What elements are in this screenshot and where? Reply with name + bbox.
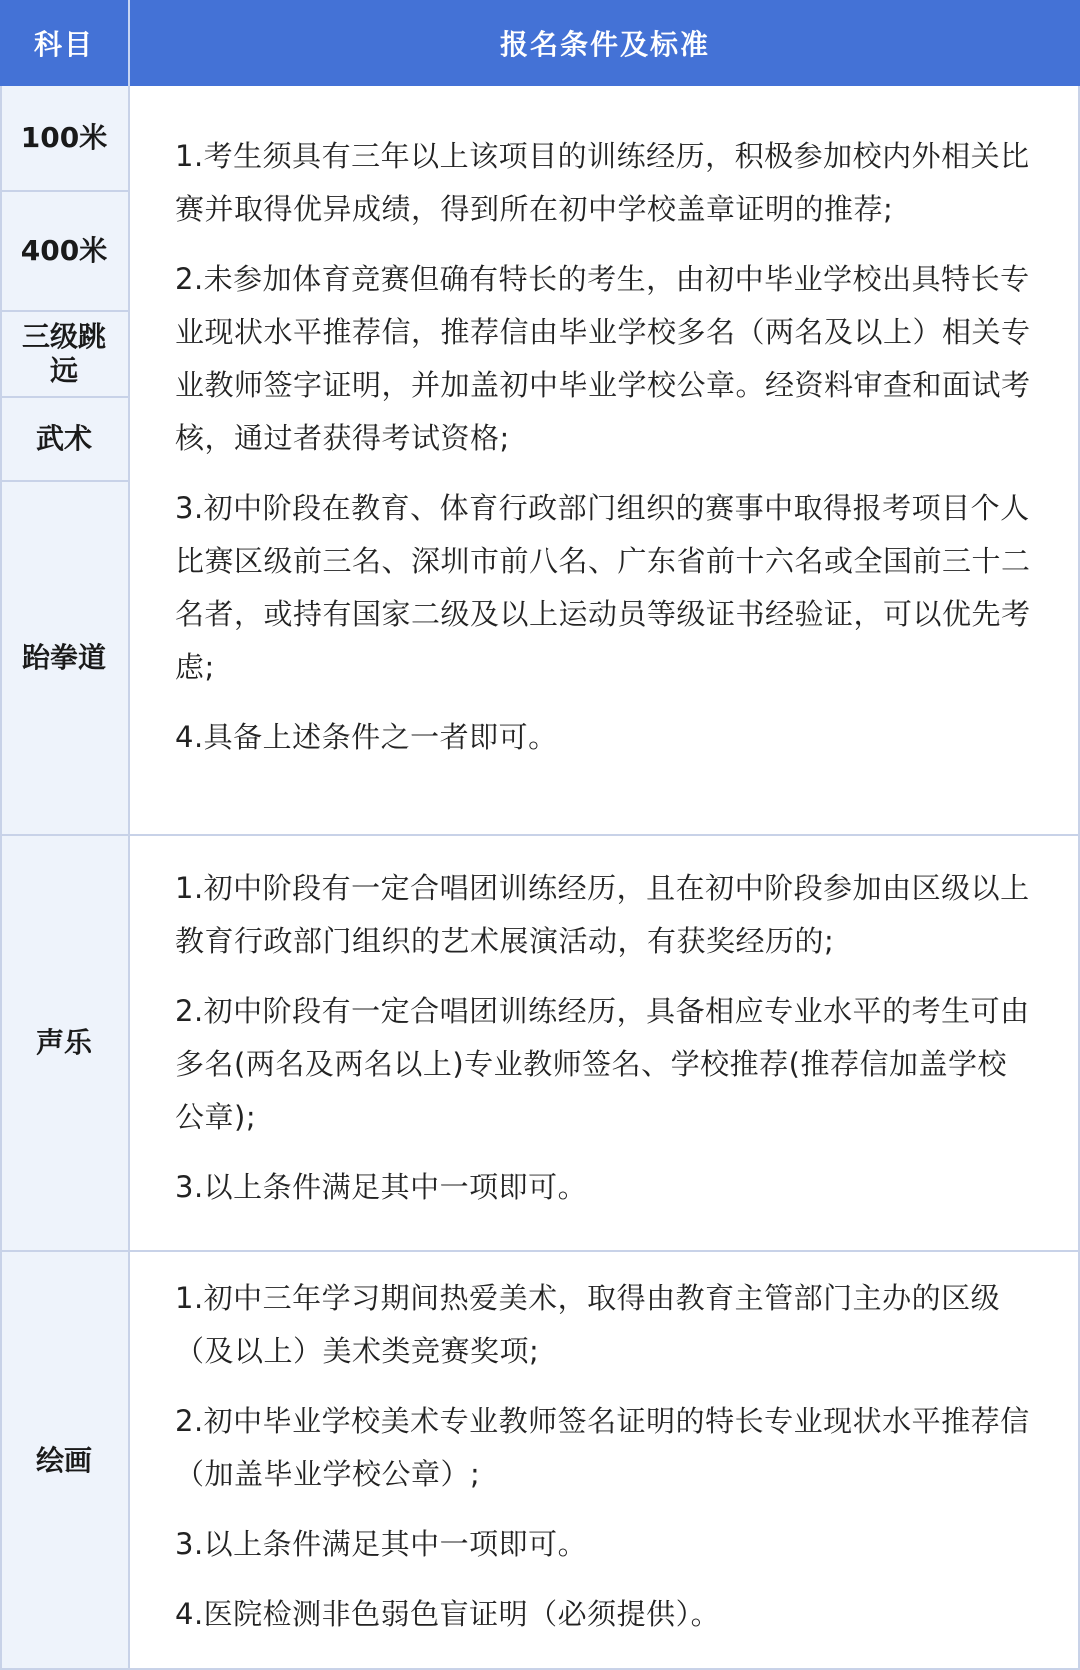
border-column-divider (128, 86, 130, 1670)
subject-painting: 绘画 (35, 1444, 92, 1477)
header-criteria: 报名条件及标准 (499, 28, 710, 61)
criteria-item: 1.初中三年学习期间热爱美术，取得由教育主管部门主办的区级（及以上）美术类竞赛奖项; (175, 1281, 1001, 1368)
criteria-item: 2.未参加体育竞赛但确有特长的考生，由初中毕业学校出具特长专业现状水平推荐信，推荐信由毕业学校多名（两名及以上）相关专业教师签字证明，并加盖初中毕业学校公章。经资料审查和面试考核，通过者获得考试资格; (175, 262, 1031, 455)
subject-wushu: 武术 (35, 422, 92, 455)
subject-taekwondo: 跆拳道 (21, 641, 106, 674)
subject-400m: 400米 (20, 234, 108, 267)
table-header (0, 0, 1080, 86)
subject-vocal: 声乐 (35, 1026, 92, 1059)
criteria-item: 3.初中阶段在教育、体育行政部门组织的赛事中取得报考项目个人比赛区级前三名、深圳市前八名、广东省前十六名或全国前三十二名者，或持有国家二级及以上运动员等级证书经验证，可以优先考虑; (175, 491, 1031, 684)
header-subject: 科目 (33, 28, 94, 61)
sport-criteria (175, 130, 1035, 781)
section-divider (0, 834, 1080, 836)
criteria-item: 4.医院检测非色弱色盲证明（必须提供）。 (175, 1597, 721, 1631)
criteria-item: 3.以上条件满足其中一项即可。 (175, 1170, 588, 1204)
section-divider (0, 1250, 1080, 1252)
criteria-item: 4.具备上述条件之一者即可。 (175, 720, 558, 754)
criteria-item: 2.初中阶段有一定合唱团训练经历，具备相应专业水平的考生可由多名(两名及两名以上)专业教师签名、学校推荐(推荐信加盖学校公章); (175, 994, 1030, 1134)
criteria-item: 3.以上条件满足其中一项即可。 (175, 1527, 588, 1561)
subject-100m: 100米 (20, 121, 108, 154)
subject-triple-jump: 三级跳远 (22, 320, 107, 387)
criteria-item: 1.初中阶段有一定合唱团训练经历，且在初中阶段参加由区级以上教育行政部门组织的艺术展演活动，有获奖经历的; (175, 871, 1030, 958)
criteria-item: 1.考生须具有三年以上该项目的训练经历，积极参加校内外相关比赛并取得优异成绩，得到所在初中学校盖章证明的推荐; (175, 139, 1030, 226)
painting-criteria (175, 1272, 1035, 1658)
criteria-item: 2.初中毕业学校美术专业教师签名证明的特长专业现状水平推荐信（加盖毕业学校公章）; (175, 1404, 1030, 1491)
vocal-criteria (175, 862, 1035, 1231)
